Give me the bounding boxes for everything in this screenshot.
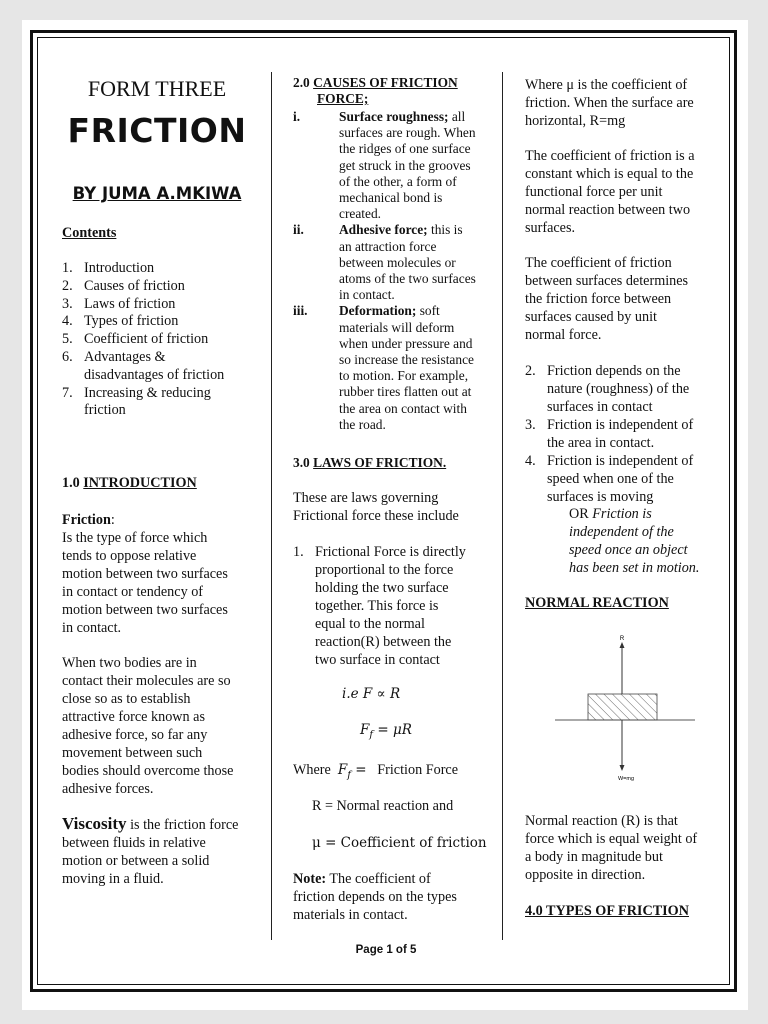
equation-friction: $F_f = \mu R$ (360, 722, 412, 741)
column-divider-right (502, 72, 503, 940)
mu-definition: Where μ is the coefficient of friction. When the surface are horizontal, R=mg (525, 77, 694, 129)
weight-label: W=mg (617, 776, 635, 782)
normal-reaction-diagram (550, 632, 700, 787)
laws-heading: 3.0 LAWS OF FRICTION. (293, 455, 447, 470)
list-item: friction (84, 402, 126, 419)
where-line: Where $F_f$ = Friction Force (293, 762, 459, 781)
list-item: 5. Coefficient of friction (62, 331, 209, 348)
coefficient-definition: The coefficient of friction is a constant which is equal to the functional force per unit normal reaction between two surfaces. (525, 148, 695, 236)
list-item: 4. Types of friction (62, 313, 179, 330)
author-byline: BY JUMA A.MKIWA (72, 184, 242, 203)
coefficient-line: μ = Coefficient of friction (312, 835, 487, 851)
causes-heading: 2.0 CAUSES OF FRICTION FORCE; (293, 75, 458, 106)
list-item: 2. Friction depends on the nature (roughness) of the surfaces in contact (525, 363, 690, 415)
list-item: i. Surface roughness; all surfaces are rough. When the ridges of one surface get struck in the grooves of the other, a form of mechanical bond is created. (293, 109, 476, 222)
note-paragraph: Note: The coefficient of friction depends on the types materials in contact. (293, 871, 457, 923)
page-footer: Page 1 of 5 (355, 944, 417, 956)
law-1: 1. Frictional Force is directly proportional to the force holding the two surface together. This force is equal to the normal reaction(R) between the two surface in contact (293, 544, 466, 668)
laws-continued-list (525, 362, 725, 506)
list-item: 2. Causes of friction (62, 277, 185, 294)
column-divider-left (271, 72, 272, 940)
list-item: 6. Advantages & (62, 348, 166, 365)
form-heading: FORM THREE (87, 76, 227, 101)
list-item: iii. Deformation; soft materials will deform when under pressure and so increase the resistance to motion. For example, rubber tires flatten out at the area on contact with the road. (293, 303, 474, 432)
reaction-arrowhead (620, 642, 625, 648)
reaction-label: R (619, 636, 625, 642)
list-item: 1. Introduction (62, 260, 155, 276)
normal-reaction-definition: Normal reaction (R) is that force which is equal weight of a body in magnitude but opposite in direction. (525, 813, 698, 883)
list-item: 3. Friction is independent of the area in contact. (525, 417, 694, 451)
friction-definition: Friction: Is the type of force which tends to oppose relative motion between two surfaces in contact or tendency of motion between two surfaces in contact. (62, 512, 228, 636)
normal-reaction-line: R = Normal reaction and (312, 798, 454, 814)
laws-intro: These are laws governing Frictional force these include (293, 490, 459, 524)
contents-heading: Contents (62, 225, 117, 241)
list-item: disadvantages of friction (84, 366, 225, 383)
list-item: ii. Adhesive force; this is an attraction force between molecules or atoms of the two surfaces in contact. (293, 222, 476, 303)
list-item: 3. Laws of friction (62, 295, 176, 312)
normal-reaction-heading: NORMAL REACTION (525, 595, 669, 611)
contents-list (62, 260, 224, 420)
types-heading: 4.0 TYPES OF FRICTION (525, 903, 689, 919)
adhesive-paragraph: When two bodies are in contact their molecules are so close so as to establish attractive force known as adhesive force, so far any movement between such bodies should overcome those adhesive forces. (62, 655, 234, 797)
list-item: 7. Increasing & reducing (62, 384, 211, 401)
or-statement: OR Friction is independent of the speed once an object has been set in motion. (569, 506, 700, 576)
coefficient-determines: The coefficient of friction between surfaces determines the friction force between surfaces caused by unit normal force. (525, 255, 689, 343)
document-title: FRICTION (67, 111, 247, 150)
viscosity-paragraph: Viscosity is the friction force between fluids in relative motion or between a solid moving in a fluid. (62, 814, 239, 887)
equation-proportional: i.e F ∝ R (342, 686, 401, 702)
introduction-heading: 1.0 INTRODUCTION (62, 475, 197, 491)
weight-arrowhead (620, 765, 625, 771)
list-item: 4. Friction is independent of speed when one of the surfaces is moving (525, 453, 694, 505)
block (588, 694, 657, 720)
causes-list (293, 109, 493, 433)
